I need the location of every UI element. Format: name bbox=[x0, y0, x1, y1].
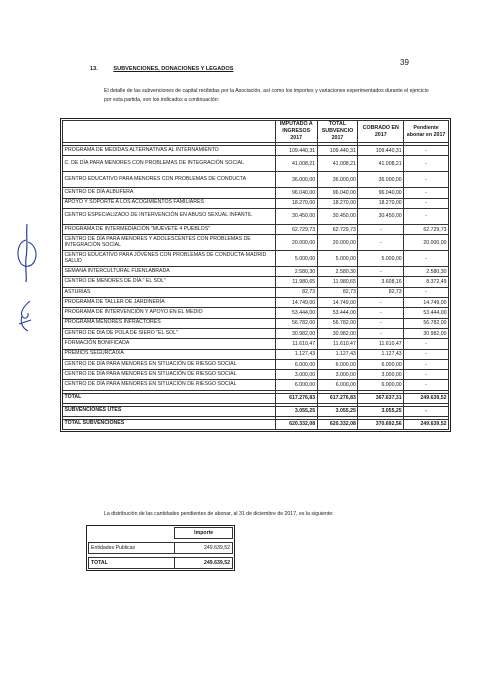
row-imputed: 41.008,21 bbox=[275, 156, 317, 172]
total-imputed: 617.276,83 bbox=[275, 393, 317, 403]
row-pending: 20.000,00 bbox=[404, 235, 449, 251]
pending-total-label: TOTAL bbox=[89, 558, 175, 569]
row-pending: 8.372,49 bbox=[404, 277, 449, 287]
row-concept: CENTRO DE DÍA PARA MENORES EN SITUACIÓN DE RIESGO SOCIAL bbox=[63, 359, 276, 369]
row-concept: FORMACIÓN BONIFICADA bbox=[63, 339, 276, 349]
row-pending: - bbox=[404, 156, 449, 172]
row-concept: PROGRAMA DE INTERVENCIÓN Y APOYO EN EL MEDIO bbox=[63, 308, 276, 318]
total-collected: 367.637,31 bbox=[358, 393, 404, 403]
row-collected: - bbox=[358, 235, 404, 251]
table-row bbox=[63, 328, 449, 338]
section-heading bbox=[90, 66, 233, 72]
row-imputed: 14.749,00 bbox=[275, 298, 317, 308]
table-row bbox=[63, 198, 449, 208]
pending-total-row bbox=[89, 558, 233, 569]
row-pending: - bbox=[404, 146, 449, 156]
row-collected: 82,73 bbox=[358, 287, 404, 297]
row-total: 14.749,00 bbox=[317, 298, 358, 308]
total-label: TOTAL bbox=[63, 393, 276, 403]
row-collected: 18.270,00 bbox=[358, 198, 404, 208]
table-row bbox=[63, 146, 449, 156]
subsidies-table-frame bbox=[60, 118, 451, 432]
row-imputed: 36.000,00 bbox=[275, 172, 317, 188]
pending-table-frame bbox=[86, 525, 235, 571]
row-imputed: 11.610,47 bbox=[275, 339, 317, 349]
row-pending: 14.749,00 bbox=[404, 298, 449, 308]
table-row bbox=[63, 224, 449, 234]
section-number: 13. bbox=[90, 66, 98, 72]
total-imputed: 620.332,08 bbox=[275, 419, 317, 429]
table-row bbox=[63, 359, 449, 369]
row-pending: - bbox=[404, 380, 449, 390]
total-subsidy: 617.276,83 bbox=[317, 393, 358, 403]
total-pending: - bbox=[404, 406, 449, 416]
row-pending: - bbox=[404, 287, 449, 297]
totals-body bbox=[63, 390, 449, 429]
row-collected: 41.008,21 bbox=[358, 156, 404, 172]
row-collected: 3.608,16 bbox=[358, 277, 404, 287]
total-collected: 370.692,56 bbox=[358, 419, 404, 429]
totals-row bbox=[63, 393, 449, 403]
row-imputed: 11.980,65 bbox=[275, 277, 317, 287]
row-concept: CENTRO DE DÍA ALBUFERA bbox=[63, 188, 276, 198]
row-collected: - bbox=[358, 328, 404, 338]
row-concept: CENTRO DE DÍA PARA MENORES EN SITUACIÓN DE RIESGO SOCIAL bbox=[63, 370, 276, 380]
row-pending: - bbox=[404, 188, 449, 198]
row-collected: 5.000,00 bbox=[358, 251, 404, 267]
handwritten-signature-icon bbox=[14, 222, 40, 284]
row-imputed: 30.450,00 bbox=[275, 208, 317, 224]
row-total: 30.982,00 bbox=[317, 328, 358, 338]
row-total: 18.270,00 bbox=[317, 198, 358, 208]
row-pending: - bbox=[404, 359, 449, 369]
subsidies-table bbox=[62, 120, 449, 430]
pending-header-amount: Importe bbox=[175, 528, 233, 539]
row-concept: CENTRO DE DIA DE POLA DE SIERO "EL SOL" bbox=[63, 328, 276, 338]
table-row bbox=[63, 235, 449, 251]
table-row bbox=[63, 287, 449, 297]
handwritten-initials-icon bbox=[16, 298, 34, 334]
total-collected: 3.055,25 bbox=[358, 406, 404, 416]
row-concept: PROGRAMA MENORES INFRACTORES bbox=[63, 318, 276, 328]
table-row bbox=[63, 267, 449, 277]
row-imputed: 30.982,00 bbox=[275, 328, 317, 338]
row-imputed: 53.444,00 bbox=[275, 308, 317, 318]
row-imputed: 56.782,00 bbox=[275, 318, 317, 328]
row-total: 36.000,00 bbox=[317, 172, 358, 188]
row-collected: 11.610,47 bbox=[358, 339, 404, 349]
table-row bbox=[63, 308, 449, 318]
table-row bbox=[63, 380, 449, 390]
row-imputed: 109.440,31 bbox=[275, 146, 317, 156]
row-total: 56.782,00 bbox=[317, 318, 358, 328]
table-row bbox=[63, 277, 449, 287]
row-total: 5.000,00 bbox=[317, 251, 358, 267]
row-pending: 56.782,00 bbox=[404, 318, 449, 328]
header-concept bbox=[63, 121, 276, 143]
row-imputed: 96.040,00 bbox=[275, 188, 317, 198]
row-concept: CENTRO DE DÍA PARA MENORES EN SITUACIÓN DE RIESGO SOCIAL bbox=[63, 380, 276, 390]
row-concept: SEMANA INTERCULTURAL FUENLABRADA bbox=[63, 267, 276, 277]
header-collected: COBRADO EN 2017 bbox=[358, 121, 404, 143]
row-concept: PREMIOS SEGURCAIXA bbox=[63, 349, 276, 359]
row-collected: 96.040,00 bbox=[358, 188, 404, 198]
table-body bbox=[63, 146, 449, 391]
row-total: 1.127,43 bbox=[317, 349, 358, 359]
total-pending: 249.639,52 bbox=[404, 393, 449, 403]
row-total: 41.008,21 bbox=[317, 156, 358, 172]
distribution-text: La distribución de las cantidades pendientes de abonar, al 31 de diciembre de 2017, es la siguiente: bbox=[104, 511, 334, 517]
header-imputed: IMPUTADO A INGRESOS 2017 bbox=[275, 121, 317, 143]
row-pending: - bbox=[404, 370, 449, 380]
row-total: 11.610,47 bbox=[317, 339, 358, 349]
row-collected: 30.450,00 bbox=[358, 208, 404, 224]
pending-row bbox=[89, 543, 233, 554]
row-concept: C. DE DÍA PARA MENORES CON PROBLEMAS DE INTEGRACIÓN SOCIAL bbox=[63, 156, 276, 172]
row-total: 53.444,00 bbox=[317, 308, 358, 318]
row-imputed: 6.000,00 bbox=[275, 359, 317, 369]
row-imputed: 18.270,00 bbox=[275, 198, 317, 208]
row-collected: 109.440,31 bbox=[358, 146, 404, 156]
table-row bbox=[63, 172, 449, 188]
table-row bbox=[63, 349, 449, 359]
row-total: 2.580,30 bbox=[317, 267, 358, 277]
row-pending: - bbox=[404, 349, 449, 359]
row-imputed: 6.000,00 bbox=[275, 380, 317, 390]
intro-paragraph: El detalle de las subvenciones de capital recibidas por la Asociación, así como los importes y variaciones experimentados durante el ejercicio por esta partida, son los indicados a continuación: bbox=[104, 88, 429, 103]
row-collected: 36.000,00 bbox=[358, 172, 404, 188]
totals-row bbox=[63, 406, 449, 416]
row-total: 96.040,00 bbox=[317, 188, 358, 198]
row-pending: 2.580,30 bbox=[404, 267, 449, 277]
table-row bbox=[63, 370, 449, 380]
totals-row bbox=[63, 419, 449, 429]
row-total: 20.000,00 bbox=[317, 235, 358, 251]
row-pending: - bbox=[404, 251, 449, 267]
total-pending: 249.639,52 bbox=[404, 419, 449, 429]
section-title: SUBVENCIONES, DONACIONES Y LEGADOS bbox=[113, 66, 234, 72]
row-imputed: 3.000,00 bbox=[275, 370, 317, 380]
pending-amount: 249.639,52 bbox=[175, 543, 233, 554]
row-imputed: 2.580,30 bbox=[275, 267, 317, 277]
row-concept: PROGRAMA DE MEDIDAS ALTERNATIVAS AL INTERNAMIENTO bbox=[63, 146, 276, 156]
row-pending: - bbox=[404, 198, 449, 208]
row-imputed: 1.127,43 bbox=[275, 349, 317, 359]
row-concept: PROGRAMA DE INTERMEDIACIÓN "MUEVETE 4 PUEBLOS" bbox=[63, 224, 276, 234]
total-label: SUBVENCIONES UTES bbox=[63, 406, 276, 416]
row-imputed: 20.000,00 bbox=[275, 235, 317, 251]
row-pending: 62.729,73 bbox=[404, 224, 449, 234]
row-total: 109.440,31 bbox=[317, 146, 358, 156]
pending-table bbox=[88, 527, 233, 569]
row-total: 6.000,00 bbox=[317, 380, 358, 390]
total-imputed: 3.055,25 bbox=[275, 406, 317, 416]
table-header-row bbox=[63, 121, 449, 143]
row-concept: CENTRO ESPECIALIZADO DE INTERVENCIÓN EN ABUSO SEXUAL INFANTIL bbox=[63, 208, 276, 224]
row-concept: APOYO Y SOPORTE A LOS ACOGIMIENTOS FAMILIARES bbox=[63, 198, 276, 208]
table-row bbox=[63, 298, 449, 308]
total-subsidy: 3.055,25 bbox=[317, 406, 358, 416]
row-collected: - bbox=[358, 224, 404, 234]
row-pending: - bbox=[404, 339, 449, 349]
page-number: 39 bbox=[400, 58, 409, 67]
row-total: 11.980,65 bbox=[317, 277, 358, 287]
row-concept: CENTRO DE DÍA PARA MENORES Y ADOLESCENTES CON PROBLEMAS DE INTEGRACIÓN SOCIAL bbox=[63, 235, 276, 251]
row-collected: - bbox=[358, 298, 404, 308]
row-concept: CENTRO EDUCATIVO PARA JÓVENES CON PROBLEMAS DE CONDUCTA-MADRID SALUD bbox=[63, 251, 276, 267]
row-collected: - bbox=[358, 267, 404, 277]
row-concept: CENTRO DE MENORES DE DÍA " EL SOL" bbox=[63, 277, 276, 287]
row-collected: - bbox=[358, 308, 404, 318]
table-row bbox=[63, 208, 449, 224]
table-row bbox=[63, 156, 449, 172]
row-concept: CENTRO EDUCATIVO PARA MENORES CON PROBLEMAS DE CONDUCTA bbox=[63, 172, 276, 188]
pending-total-amount: 249.639,52 bbox=[175, 558, 233, 569]
row-collected: 6.000,00 bbox=[358, 359, 404, 369]
row-concept: PROGRAMA DE TALLER DE JARDINERÍA bbox=[63, 298, 276, 308]
row-total: 62.729,73 bbox=[317, 224, 358, 234]
table-row bbox=[63, 318, 449, 328]
row-total: 30.450,00 bbox=[317, 208, 358, 224]
row-collected: 6.000,00 bbox=[358, 380, 404, 390]
row-total: 6.000,00 bbox=[317, 359, 358, 369]
row-imputed: 82,73 bbox=[275, 287, 317, 297]
row-collected: 1.127,43 bbox=[358, 349, 404, 359]
row-concept: ASTURIAS bbox=[63, 287, 276, 297]
pending-header-row bbox=[89, 528, 233, 539]
total-subsidy: 620.332,08 bbox=[317, 419, 358, 429]
row-imputed: 5.000,00 bbox=[275, 251, 317, 267]
header-pending: Pendiente abonar en 2017 bbox=[404, 121, 449, 143]
row-total: 3.000,00 bbox=[317, 370, 358, 380]
total-label: TOTAL SUBVENCIONES bbox=[63, 419, 276, 429]
row-pending: - bbox=[404, 208, 449, 224]
row-total: 82,73 bbox=[317, 287, 358, 297]
table-row bbox=[63, 251, 449, 267]
row-pending: - bbox=[404, 172, 449, 188]
table-row bbox=[63, 188, 449, 198]
header-total: TOTAL SUBVENCIO 2017 bbox=[317, 121, 358, 143]
pending-entity: Entidades Publicas bbox=[89, 543, 175, 554]
row-imputed: 62.729,73 bbox=[275, 224, 317, 234]
row-pending: 30.982,00 bbox=[404, 328, 449, 338]
table-row bbox=[63, 339, 449, 349]
row-pending: 53.444,00 bbox=[404, 308, 449, 318]
row-collected: 3.000,00 bbox=[358, 370, 404, 380]
row-collected: - bbox=[358, 318, 404, 328]
